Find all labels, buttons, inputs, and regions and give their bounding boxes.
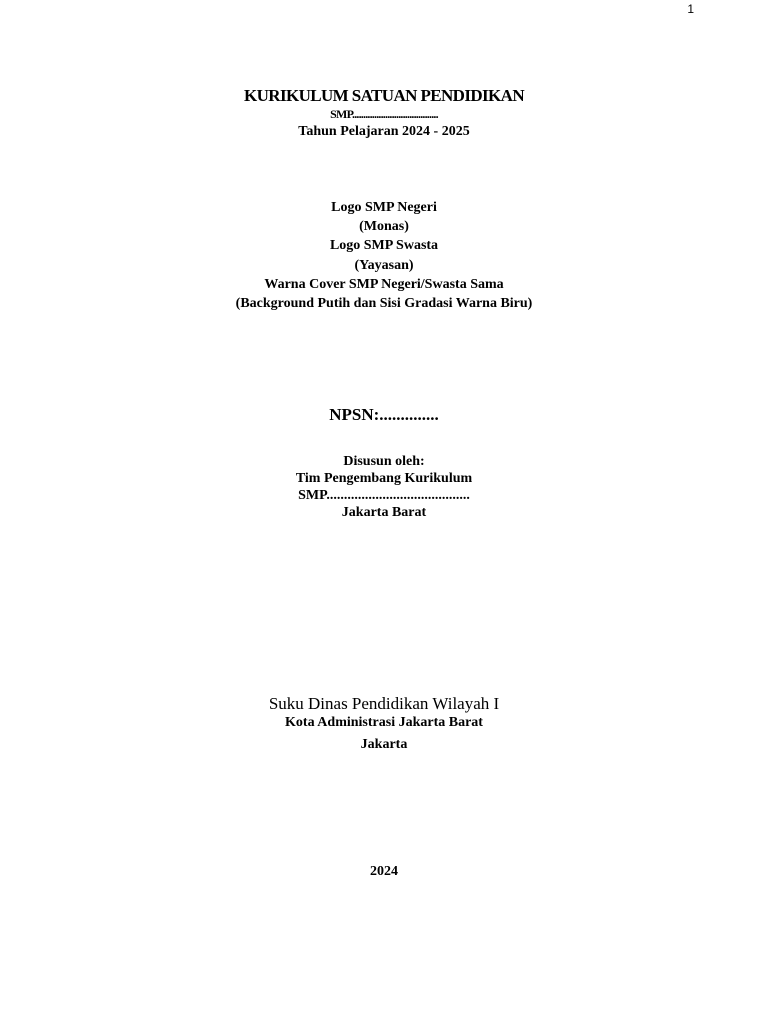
compiled-by-region: Jakarta Barat <box>341 505 427 520</box>
npsn-line: NPSN:.............. <box>329 405 439 424</box>
admin-city: Kota Administrasi Jakarta Barat <box>285 715 483 730</box>
page-number: 1 <box>687 2 694 16</box>
compiled-by-block <box>0 453 768 521</box>
logo-note-state-school: Logo SMP Negeri <box>331 200 437 215</box>
compiled-by-team: Tim Pengembang Kurikulum <box>295 471 473 486</box>
academic-year: Tahun Pelajaran 2024 - 2025 <box>298 124 470 139</box>
compiled-by-label: Disusun oleh: <box>343 454 425 469</box>
publication-year: 2024 <box>370 864 398 879</box>
city-name: Jakarta <box>360 737 408 752</box>
logo-note-cover-color: Warna Cover SMP Negeri/Swasta Sama <box>264 276 504 292</box>
agency-name: Suku Dinas Pendidikan Wilayah I <box>268 694 500 713</box>
school-name-line: SMP....................................... <box>330 107 438 121</box>
logo-note-foundation: (Yayasan) <box>354 257 414 273</box>
logo-note-background: (Background Putih dan Sisi Gradasi Warna Biru) <box>235 296 533 312</box>
compiled-by-school: SMP......................................... <box>298 488 470 503</box>
logo-instructions <box>0 198 768 313</box>
document-title: KURIKULUM SATUAN PENDIDIKAN <box>243 86 525 105</box>
logo-note-private-school: Logo SMP Swasta <box>329 238 439 254</box>
logo-note-monas: (Monas) <box>359 219 409 235</box>
